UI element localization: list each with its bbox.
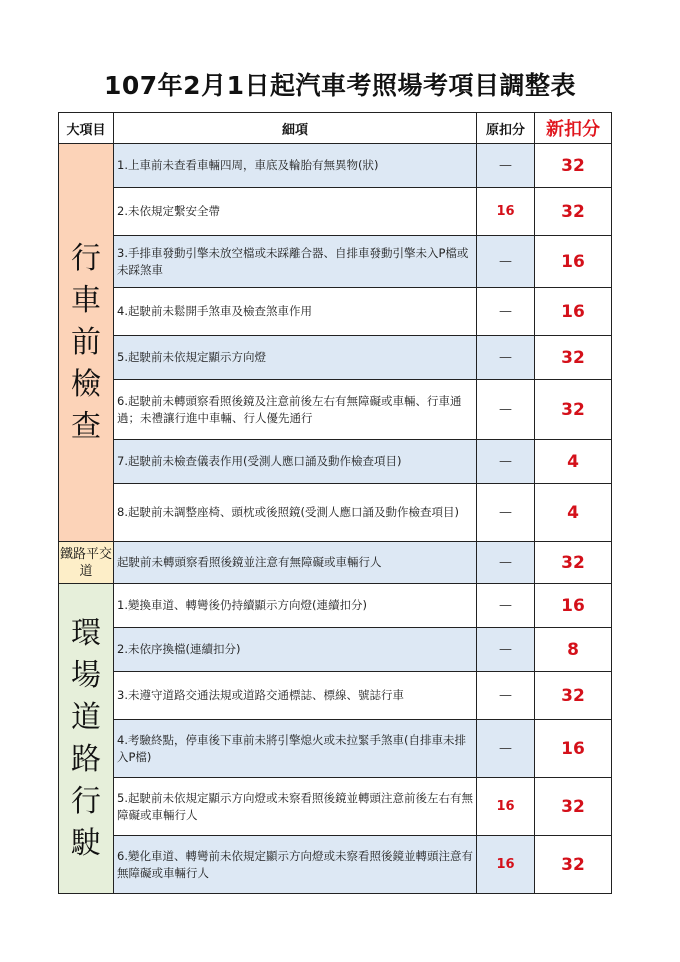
row-new: 4 bbox=[535, 440, 612, 484]
row-detail: 6.起駛前未轉頭察看照後鏡及注意前後左右有無障礙或車輛、行車通過；未禮讓行進中車輛、行人優先通行 bbox=[114, 380, 477, 440]
row-detail: 5.起駛前未依規定顯示方向燈或未察看照後鏡並轉頭注意前後左右有無障礙或車輛行人 bbox=[114, 778, 477, 836]
row-detail: 1.變換車道、轉彎後仍持續顯示方向燈(連續扣分) bbox=[114, 584, 477, 628]
table-row bbox=[59, 584, 612, 628]
row-new: 32 bbox=[535, 336, 612, 380]
row-original: 16 bbox=[477, 778, 535, 836]
row-new: 32 bbox=[535, 778, 612, 836]
row-original: — bbox=[477, 336, 535, 380]
adjustment-table bbox=[58, 112, 612, 894]
table-row bbox=[59, 336, 612, 380]
header-category: 大項目 bbox=[59, 113, 114, 144]
row-new: 16 bbox=[535, 720, 612, 778]
row-new: 4 bbox=[535, 484, 612, 542]
category-pre-drive-check: 行車前檢查 bbox=[59, 144, 114, 542]
row-original: — bbox=[477, 584, 535, 628]
table-row bbox=[59, 672, 612, 720]
table-row bbox=[59, 542, 612, 584]
row-detail: 7.起駛前未檢查儀表作用(受測人應口誦及動作檢查項目) bbox=[114, 440, 477, 484]
row-detail: 8.起駛前未調整座椅、頭枕或後照鏡(受測人應口誦及動作檢查項目) bbox=[114, 484, 477, 542]
table-row bbox=[59, 484, 612, 542]
row-new: 32 bbox=[535, 672, 612, 720]
category-road-driving: 環場道路行駛 bbox=[59, 584, 114, 894]
header-original: 原扣分 bbox=[477, 113, 535, 144]
table-row bbox=[59, 836, 612, 894]
row-detail: 2.未依序換檔(連續扣分) bbox=[114, 628, 477, 672]
row-detail: 3.手排車發動引擎未放空檔或未踩離合器、自排車發動引擎未入P檔或未踩煞車 bbox=[114, 236, 477, 288]
header-detail: 細項 bbox=[114, 113, 477, 144]
table-row bbox=[59, 628, 612, 672]
table-row bbox=[59, 720, 612, 778]
row-detail: 5.起駛前未依規定顯示方向燈 bbox=[114, 336, 477, 380]
row-original: — bbox=[477, 484, 535, 542]
row-new: 8 bbox=[535, 628, 612, 672]
row-new: 16 bbox=[535, 584, 612, 628]
row-detail: 3.未遵守道路交通法規或道路交通標誌、標線、號誌行車 bbox=[114, 672, 477, 720]
table-header-row bbox=[59, 113, 612, 144]
row-original: — bbox=[477, 672, 535, 720]
category-railway-crossing: 鐵路平交道 bbox=[59, 542, 114, 584]
row-original: — bbox=[477, 380, 535, 440]
row-original: — bbox=[477, 440, 535, 484]
row-detail: 2.未依規定繫安全帶 bbox=[114, 188, 477, 236]
table-row bbox=[59, 440, 612, 484]
table-row bbox=[59, 144, 612, 188]
page-title: 107年2月1日起汽車考照場考項目調整表 bbox=[104, 71, 576, 100]
row-original: — bbox=[477, 236, 535, 288]
table-row bbox=[59, 288, 612, 336]
row-original: — bbox=[477, 288, 535, 336]
row-detail: 4.起駛前未鬆開手煞車及檢查煞車作用 bbox=[114, 288, 477, 336]
table-row bbox=[59, 380, 612, 440]
row-original: — bbox=[477, 144, 535, 188]
row-new: 32 bbox=[535, 542, 612, 584]
header-new: 新扣分 bbox=[535, 113, 612, 144]
row-new: 32 bbox=[535, 836, 612, 894]
row-detail: 6.變化車道、轉彎前未依規定顯示方向燈或未察看照後鏡並轉頭注意有無障礙或車輛行人 bbox=[114, 836, 477, 894]
row-detail: 1.上車前未查看車輛四周，車底及輪胎有無異物(狀) bbox=[114, 144, 477, 188]
row-new: 16 bbox=[535, 288, 612, 336]
row-new: 32 bbox=[535, 380, 612, 440]
row-original: 16 bbox=[477, 836, 535, 894]
row-original: — bbox=[477, 720, 535, 778]
row-new: 16 bbox=[535, 236, 612, 288]
table-row bbox=[59, 188, 612, 236]
row-original: — bbox=[477, 628, 535, 672]
row-detail: 起駛前未轉頭察看照後鏡並注意有無障礙或車輛行人 bbox=[114, 542, 477, 584]
row-detail: 4.考驗終點，停車後下車前未將引擎熄火或未拉緊手煞車(自排車未排入P檔) bbox=[114, 720, 477, 778]
row-original: — bbox=[477, 542, 535, 584]
row-original: 16 bbox=[477, 188, 535, 236]
table-row bbox=[59, 236, 612, 288]
row-new: 32 bbox=[535, 144, 612, 188]
row-new: 32 bbox=[535, 188, 612, 236]
table-row bbox=[59, 778, 612, 836]
